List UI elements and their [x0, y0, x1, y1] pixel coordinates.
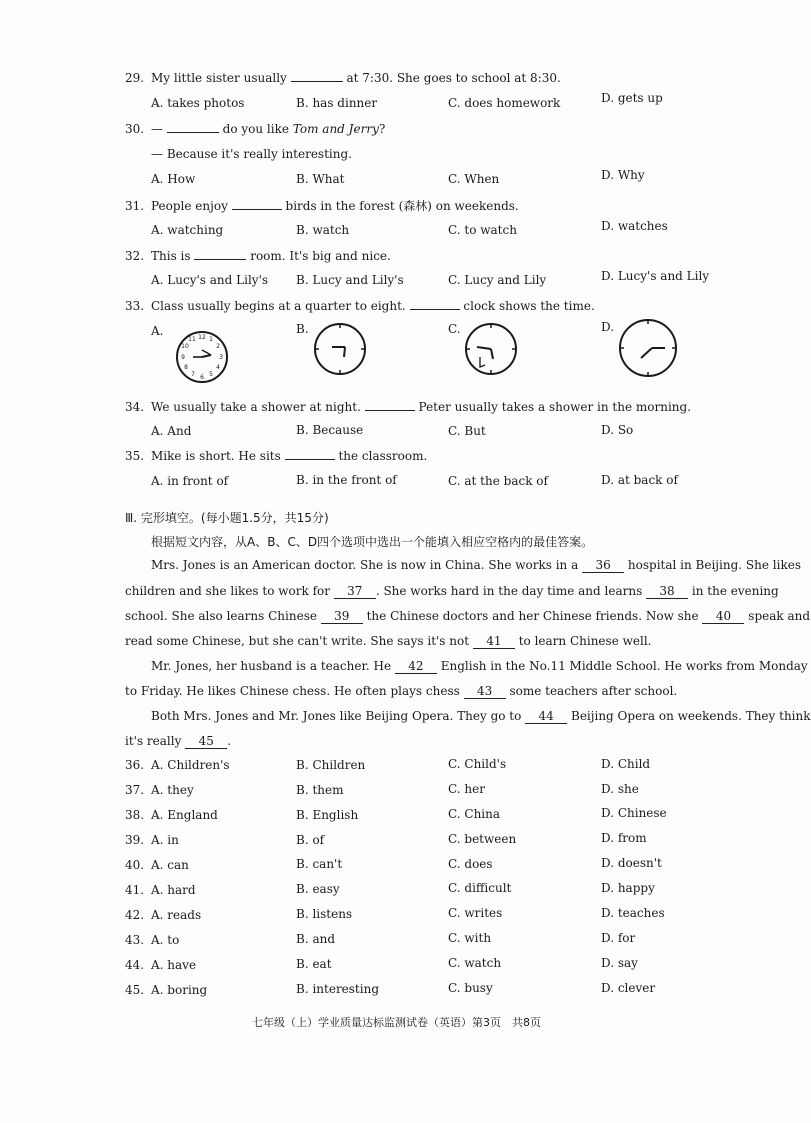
option: D. Why: [601, 168, 645, 182]
cloze-row: 42.: [125, 908, 145, 922]
blank-41: 41: [473, 634, 515, 649]
blank-43: 43: [464, 684, 506, 699]
passage-line: read some Chinese, but she can't write. She says it's not 41 to learn Chinese well.: [125, 634, 652, 648]
option-b-label: B.: [296, 322, 309, 336]
clock-b-icon: [312, 321, 368, 377]
blank-36: 36: [582, 558, 624, 573]
passage-line: Both Mrs. Jones and Mr. Jones like Beijing Opera. They go to 44 Beijing Opera on weekends. They think: [151, 709, 811, 723]
blank-42: 42: [395, 659, 437, 674]
option: C. writes: [448, 906, 503, 920]
option: C. watch: [448, 956, 502, 970]
option: C. Child's: [448, 757, 507, 771]
option: A. in front of: [151, 474, 229, 488]
option: D. teaches: [601, 906, 665, 920]
blank-39: 39: [321, 609, 363, 624]
cloze-row: 45.: [125, 983, 145, 997]
option: B. Children: [296, 758, 366, 772]
option: D. doesn't: [601, 856, 662, 870]
option: C. does: [448, 857, 493, 871]
svg-text:3: 3: [219, 354, 223, 361]
option: B. Lucy and Lily's: [296, 273, 404, 287]
option: D. say: [601, 956, 638, 970]
option: A. boring: [151, 983, 208, 997]
svg-text:8: 8: [184, 364, 188, 371]
clock-d-icon: [617, 317, 679, 379]
clock-c-icon: [463, 321, 519, 377]
option: B. watch: [296, 223, 350, 237]
option: C. But: [448, 424, 486, 438]
answer-blank: [291, 70, 343, 82]
question-31: 31. People enjoy birds in the forest (森林) on weekends.: [125, 199, 519, 213]
option: D. Chinese: [601, 806, 667, 820]
question-32: 32. This is room. It's big and nice.: [125, 249, 391, 263]
option: B. has dinner: [296, 96, 378, 110]
answer-blank: [167, 121, 219, 133]
option: B. of: [296, 833, 325, 847]
option: B. listens: [296, 907, 353, 921]
option: B. What: [296, 172, 345, 186]
cloze-row: 39.: [125, 833, 145, 847]
option: A. And: [151, 424, 192, 438]
svg-text:1: 1: [209, 336, 213, 343]
option: C. between: [448, 832, 517, 846]
option: D. she: [601, 782, 639, 796]
cloze-row: 43.: [125, 933, 145, 947]
option: C. does homework: [448, 96, 561, 110]
option: D. watches: [601, 219, 668, 233]
option: B. easy: [296, 882, 340, 896]
option: D. Lucy's and Lily: [601, 269, 710, 283]
option: D. gets up: [601, 91, 663, 105]
svg-text:10: 10: [181, 343, 189, 350]
option: A. Children's: [151, 758, 230, 772]
svg-text:5: 5: [209, 371, 213, 378]
option: C. difficult: [448, 881, 512, 895]
cloze-row: 40.: [125, 858, 145, 872]
option: D. from: [601, 831, 647, 845]
option: A. in: [151, 833, 179, 847]
option: A. takes photos: [151, 96, 245, 110]
option: B. and: [296, 932, 336, 946]
answer-blank: [410, 298, 460, 310]
answer-blank: [194, 248, 246, 260]
option: A. have: [151, 958, 197, 972]
option: D. So: [601, 423, 634, 437]
option: B. can't: [296, 857, 343, 871]
clock-a-icon: [173, 328, 231, 386]
svg-text:9: 9: [181, 354, 185, 361]
blank-38: 38: [646, 584, 688, 599]
option: A. England: [151, 808, 218, 822]
option: C. China: [448, 807, 501, 821]
question-30: 30. — do you like Tom and Jerry?: [125, 122, 386, 136]
option: B. English: [296, 808, 359, 822]
option-c-label: C.: [448, 322, 461, 336]
option: A. watching: [151, 223, 224, 237]
question-33: 33. Class usually begins at a quarter to eight. clock shows the time.: [125, 299, 595, 313]
option: D. clever: [601, 981, 656, 995]
cloze-row: 36.: [125, 758, 145, 772]
answer-blank: [285, 448, 335, 460]
question-30-answer-line: — Because it's really interesting.: [151, 147, 352, 161]
question-34: 34. We usually take a shower at night. Peter usually takes a shower in the morning.: [125, 400, 692, 414]
option: B. in the front of: [296, 473, 397, 487]
answer-blank: [232, 198, 282, 210]
cloze-row: 37.: [125, 783, 145, 797]
option: A. reads: [151, 908, 202, 922]
option: A. hard: [151, 883, 196, 897]
blank-44: 44: [525, 709, 567, 724]
question-35: 35. Mike is short. He sits the classroom.: [125, 449, 428, 463]
passage-line: children and she likes to work for 37 . She works hard in the day time and learns 38 in the evening: [125, 584, 779, 598]
svg-text:6: 6: [200, 374, 204, 381]
option: C. at the back of: [448, 474, 548, 488]
option: A. can: [151, 858, 189, 872]
blank-37: 37: [334, 584, 376, 599]
option: A. How: [151, 172, 196, 186]
svg-text:2: 2: [216, 343, 220, 350]
answer-blank: [365, 399, 415, 411]
passage-line: to Friday. He likes Chinese chess. He often plays chess 43 some teachers after school.: [125, 684, 678, 698]
passage-line: it's really 45 .: [125, 734, 232, 748]
svg-text:11: 11: [188, 336, 196, 343]
option: C. with: [448, 931, 492, 945]
option: D. at back of: [601, 473, 678, 487]
svg-text:7: 7: [191, 371, 195, 378]
blank-45: 45: [185, 734, 227, 749]
option: A. to: [151, 933, 180, 947]
section-instruction: 根据短文内容，从A、B、C、D四个选项中选出一个能填入相应空格内的最佳答案。: [151, 535, 594, 549]
svg-text:4: 4: [216, 364, 220, 371]
option: D. for: [601, 931, 636, 945]
section-title: Ⅲ. 完形填空。(每小题1.5分，共15分): [125, 511, 329, 525]
passage-line: Mr. Jones, her husband is a teacher. He 42 English in the No.11 Middle School. He works from Monday: [151, 659, 808, 673]
option: C. her: [448, 782, 485, 796]
passage-line: Mrs. Jones is an American doctor. She is now in China. She works in a 36 hospital in Beijing. She likes: [151, 558, 801, 572]
cloze-row: 44.: [125, 958, 145, 972]
option: D. happy: [601, 881, 655, 895]
svg-text:12: 12: [198, 334, 206, 341]
cloze-row: 38.: [125, 808, 145, 822]
option: A. Lucy's and Lily's: [151, 273, 269, 287]
option: A. they: [151, 783, 194, 797]
option: B. Because: [296, 423, 364, 437]
option: B. them: [296, 783, 344, 797]
passage-line: school. She also learns Chinese 39 the Chinese doctors and her Chinese friends. Now she 40 speak and: [125, 609, 811, 623]
option: B. eat: [296, 957, 332, 971]
option: C. Lucy and Lily: [448, 273, 547, 287]
option: D. Child: [601, 757, 651, 771]
option: B. interesting: [296, 982, 380, 996]
option: C. to watch: [448, 223, 517, 237]
blank-40: 40: [702, 609, 744, 624]
cloze-row: 41.: [125, 883, 145, 897]
option: C. When: [448, 172, 500, 186]
question-29: 29. My little sister usually at 7:30. She goes to school at 8:30.: [125, 71, 561, 85]
option-a-label: A.: [151, 324, 164, 338]
option-d-label: D.: [601, 320, 615, 334]
option: C. busy: [448, 981, 493, 995]
page-footer: 七年级（上）学业质量达标监测试卷（英语）第3页 共8页: [252, 1016, 541, 1029]
